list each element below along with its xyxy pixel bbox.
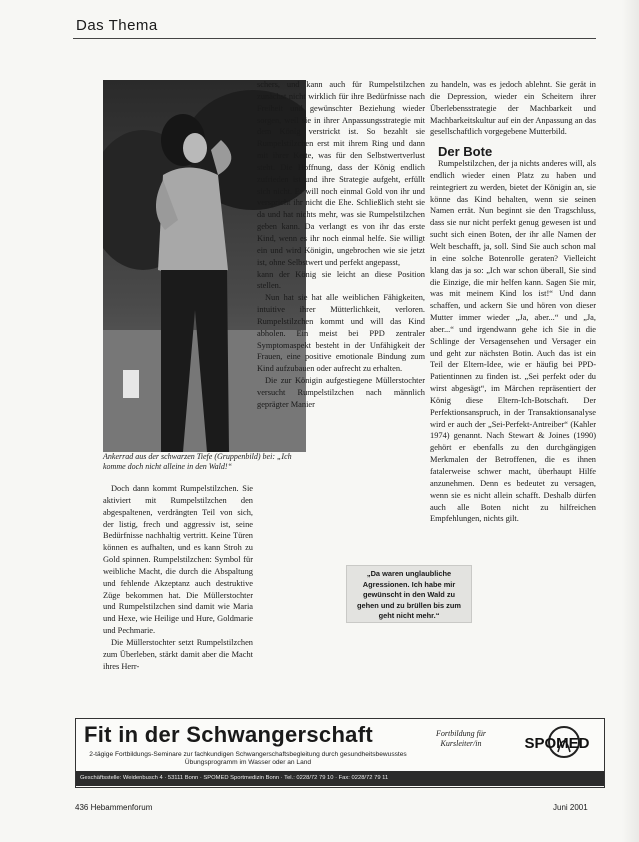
paragraph: Doch dann kommt Rumpelstilzchen. Sie aktiviert mit Rumpelstilzchen den abgespaltenen, verdrängten Teil von sich, der listig, frech und aggressiv ist, seine Bedürfnisse nachhaltig vertritt. Keine Türen können es aufhalten, und es kann Stroh zu Gold spinnen. Rumpelstilzchen: Symbol für weibliche Macht, die durch die Abspaltung und fehlende Akzeptanz auch destruktive Züge bekommen hat. Die Müllerstochter und Rumpelstilzchen sind damit wie Maria und Hexe, wie Heilige und Hure, Goldmarie und Pechmarie.	[103, 484, 253, 636]
footer-publication: 436 Hebammenforum	[75, 803, 153, 812]
page-edge-shadow	[622, 0, 639, 842]
spomed-logo	[516, 722, 598, 766]
paragraph: schers, und kann auch für Rumpelstilzchen zunächst nicht wirklich für ihre Bedürfnisse nach Freiheit und gewünschter Beziehung wieder sorgen, weil sie in ihrer Anpassungsstrategie mit dem König verstrickt ist. So bezahlt sie Rumpelstilzchen erst mit ihrem Ring und dann mit ihrer Kette, was für den Selbstwertverlust steht. Die Hoffnung, dass der König endlich zufrieden ist und ihre Strategie aufgeht, erfüllt sich nicht. Er will noch einmal Gold von ihr und verspricht ihr nicht die Ehe. Schließlich steht sie da und hat nichts mehr, was sie Rumpelstilzchen geben kann. Da verlangt es von ihr das erste Kind, wenn es ihr noch einmal helfe. Sie willigt ein und wird Königin, ungebrochen wie sie jetzt ist, ohne Selbstwert und perfekt angepasst,	[257, 80, 425, 267]
ad-tagline: Fortbildung für Kursleiter/in	[435, 729, 486, 748]
header-rule	[73, 38, 596, 39]
article-column-1	[103, 483, 253, 673]
paragraph: Die Müllerstochter setzt Rumpelstilzchen zum Überleben, stärkt damit aber die Macht ihres Herr-	[103, 637, 253, 671]
paragraph: Rumpelstilzchen, der ja nichts anderes will, als endlich wieder einen Platz zu haben und reintegriert zu werden, bietet der Königin an, sie könne das Kind behalten, wenn sie seinen Namen errät. Nun beginnt sie den Tragschluss, dass sie nur nicht perfekt genug gewesen ist und sucht sich einen Boten, der ihr alle Namen der Welt beschafft, ja, soll. Sind Sie auch schon mal in eine solche Botenrolle geraten? Vielleicht klang das ja so: „Ich war schon überall, Sie sind die Einzige, die mir helfen kann. Sagen Sie mir, was mit meinem Kind los ist!“ Und dann schaffen, und ackern Sie und hören von dieser Mutter immer wieder „Ja, aber...“ und „Ja, aber...“ und irgendwann gehe ich Sie in die Schlinge der Versagensehen und Versager ein und geht zur nächsten Botin. Auch das ist ein Teil der Eltern-Idee, wie er häufig bei PPD-Patientinnen zu finden ist. „Sei perfekt oder du wirst abgesägt“, im Märchen repräsentiert der König diese Eltern-Ich-Botschaft. Der Perfektionsanspruch, in der Transaktionsanalyse wird er auch der „Sei-Perfekt-Antreiber“ (Kahler 1974) genannt. Nach Stewart & Joines (1990) gehört er ebenfalls zu den durchgängigen Merkmalen der Betroffenen, die es ihnen fatalerweise schwer macht, überhaupt Hilfe anzunehmen. Denn es bedeutet zu versagen, wenn sie es nicht allein schafft. Deshalb dürfen auch alle Boten nicht zu hilfreichen Empfehlungen, nichts gilt.	[430, 159, 596, 524]
pull-quote: „Da waren unglaubliche Agressionen. Ich habe mir gewünscht in den Wald zu gehen und zu brüllen bis zum geht nicht mehr.“	[346, 565, 472, 623]
section-title: Das Thema	[76, 17, 158, 34]
logo-mark	[516, 722, 598, 766]
ad-subtitle: 2-tägige Fortbildungs-Seminare zur fachkundigen Schwangerschaftsbegleitung durch gesundheitsbewusstes Übungsprogramm im Wasser oder an Land	[89, 751, 407, 766]
section-heading: Der Bote	[438, 144, 493, 160]
paragraph: kann der König sie leicht an diese Position stellen.	[257, 269, 425, 291]
advertisement[interactable]	[75, 718, 605, 788]
ad-contact-bar: Geschäftsstelle: Weidenbusch 4 · 53111 Bonn · SPOMED Sportmedizin Bonn · Tel.: 0228/72 79 10 · Fax: 0228/72 79 11	[76, 771, 604, 786]
paragraph: Die zur Königin aufgestiegene Müllerstochter versucht Rumpelstilzchen nach männlich geprägter Manier	[257, 376, 425, 409]
ad-title: Fit in der Schwangerschaft	[84, 722, 373, 747]
article-column-2	[257, 79, 425, 411]
article-column-3	[430, 79, 596, 525]
paragraph: zu handeln, was es jedoch ablehnt. Sie gerät in die Depression, wieder ein Scheitern ihrer Überlebensstrategie der Machbarkeit und Machbarkeitskultur auf ein der Anpassung an das gesellschaftlich vorgegebene Mutterbild.	[430, 80, 596, 137]
logo-text: SPOMED	[524, 735, 590, 752]
paragraph: Nun hat sie hat alle weiblichen Fähigkeiten, intuitive ihrer Mütterlichkeit, verloren. Rumpelstilzchen kommt und will das Kind abholen. Ein meist bei PPD zentraler Symptomaspekt besteht in der Unfähigkeit der Frauen, eine positive emotionale Bindung zum Kind aufzubauen oder aufrecht zu erhalten.	[257, 293, 425, 374]
footer-date: Juni 2001	[553, 803, 588, 812]
photo-caption: Ankerrad aus der schwarzen Tiefe (Gruppenbild) bei: „Ich komme doch nicht alleine in den Wald!“	[103, 452, 292, 471]
